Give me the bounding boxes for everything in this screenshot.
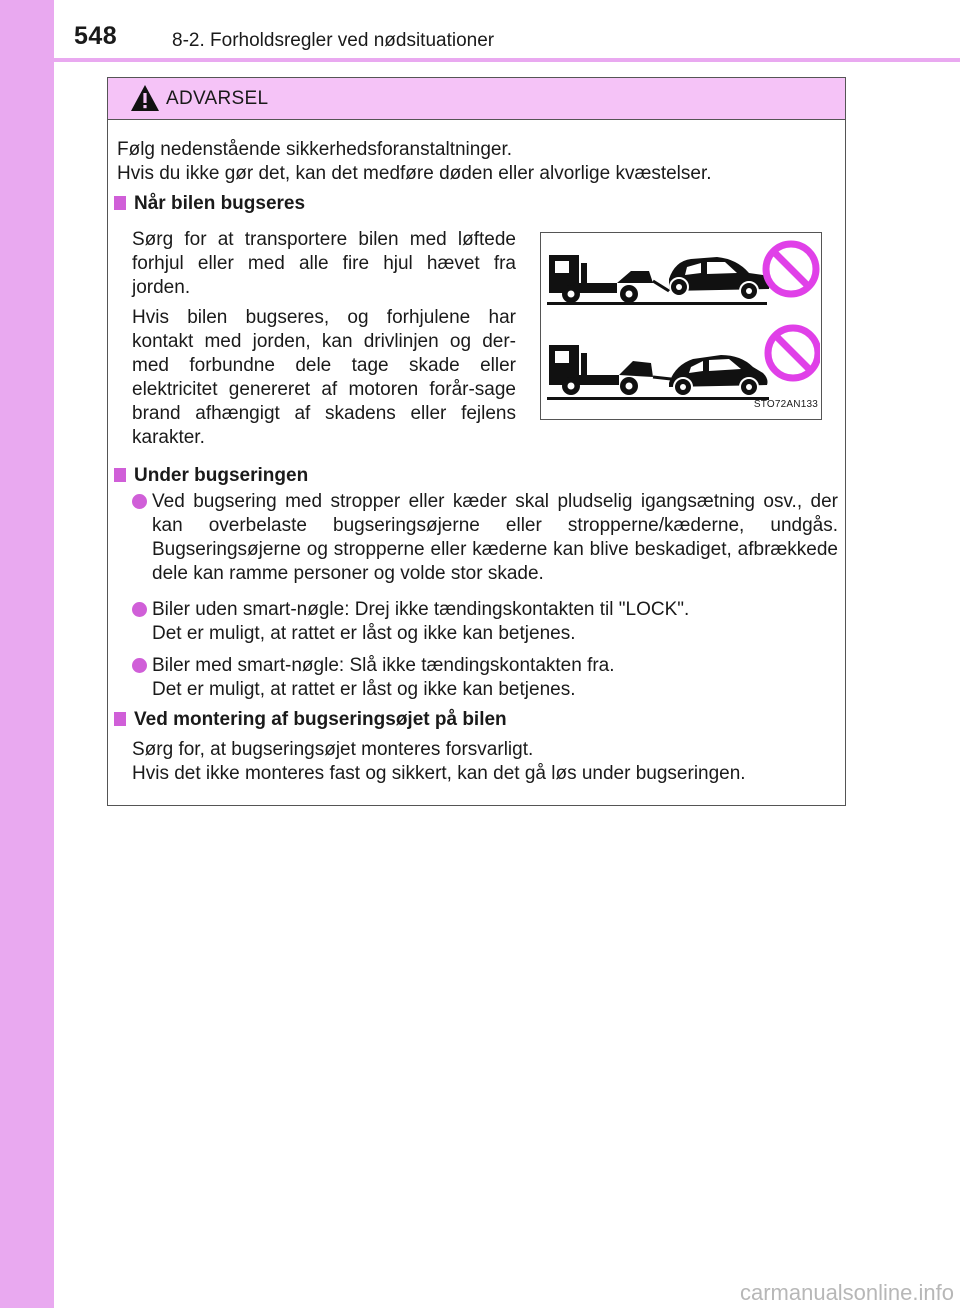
round-bullet-icon	[132, 494, 147, 509]
intro-line-2: Hvis du ikke gør det, kan det medføre døden eller alvorlige kvæstelser.	[117, 163, 712, 184]
bullet-item-smart-key	[132, 654, 838, 702]
bullet-no-smart-key-line-1: Biler uden smart-nøgle: Drej ikke tændingskontakten til "LOCK".	[152, 599, 690, 620]
bullet-straps-text: Ved bugsering med stropper eller kæder skal pludselig igangsætning osv., der kan overbelaste bugseringsøjerne eller stropperne/kæderne, undgås. Bugseringsøjerne og stropperne eller kæderne kan blive beskadiget, afbrækkede dele kan ramme personer og volde stor skade.	[152, 491, 838, 584]
tow-truck-bottom	[549, 345, 671, 395]
towing-eyelet-text	[132, 738, 838, 786]
heading-towing	[114, 192, 305, 216]
towed-car-top	[669, 257, 769, 300]
bullet-item-straps	[132, 490, 838, 586]
towing-paragraph-2: Hvis bilen bugseres, og forhjulene har kontakt med jorden, kan drivlinjen og der-med forbundne dele tage skade eller elektricitet genereret af motoren forår-sage brand afhængigt af skadens eller fejlens karakter.	[132, 307, 516, 448]
intro-text	[117, 138, 837, 186]
towing-eyelet-line-2: Hvis det ikke monteres fast og sikkert, kan det gå løs under bugseringen.	[132, 763, 746, 784]
square-bullet-icon	[114, 468, 126, 482]
tow-truck-top	[549, 255, 669, 303]
towing-prohibited-illustration	[541, 233, 820, 418]
heading-during-towing	[114, 464, 308, 488]
towing-paragraph-1: Sørg for at transportere bilen med løftede forhjul eller med alle fire hjul hævet fra jorden.	[132, 229, 516, 298]
round-bullet-icon	[132, 602, 147, 617]
warning-box	[107, 77, 846, 806]
warning-triangle-icon	[130, 84, 160, 112]
bullet-smart-key-line-2: Det er muligt, at rattet er låst og ikke kan betjenes.	[152, 679, 576, 700]
heading-during-towing-label: Under bugseringen	[134, 465, 309, 486]
page-header	[54, 0, 960, 62]
watermark: carmanualsonline.info	[739, 1280, 954, 1305]
prohibited-sign-bottom	[768, 328, 818, 378]
warning-title: ADVARSEL	[166, 88, 269, 109]
round-bullet-icon	[132, 658, 147, 673]
prohibited-sign-top	[766, 244, 816, 294]
bullet-no-smart-key-line-2: Det er muligt, at rattet er låst og ikke kan betjenes.	[152, 623, 576, 644]
bullet-item-no-smart-key	[132, 598, 838, 646]
heading-towing-label: Når bilen bugseres	[134, 193, 306, 214]
heading-towing-eyelet	[114, 708, 507, 732]
page-number: 548	[74, 22, 118, 50]
square-bullet-icon	[114, 712, 126, 726]
square-bullet-icon	[114, 196, 126, 210]
warning-header	[108, 78, 845, 120]
towed-car-bottom	[669, 355, 768, 396]
section-title: 8-2. Forholdsregler ved nødsituationer	[172, 30, 495, 51]
heading-towing-eyelet-label: Ved montering af bugseringsøjet på bilen	[134, 709, 507, 730]
figure-code: STO72AN133	[753, 399, 818, 410]
intro-line-1: Følg nedenstående sikkerhedsforanstaltninger.	[117, 139, 513, 160]
bullet-smart-key-line-1: Biler med smart-nøgle: Slå ikke tændingskontakten fra.	[152, 655, 615, 676]
towing-eyelet-line-1: Sørg for, at bugseringsøjet monteres forsvarligt.	[132, 739, 534, 760]
side-tab-bar	[0, 0, 54, 1308]
towing-illustration	[540, 232, 822, 420]
